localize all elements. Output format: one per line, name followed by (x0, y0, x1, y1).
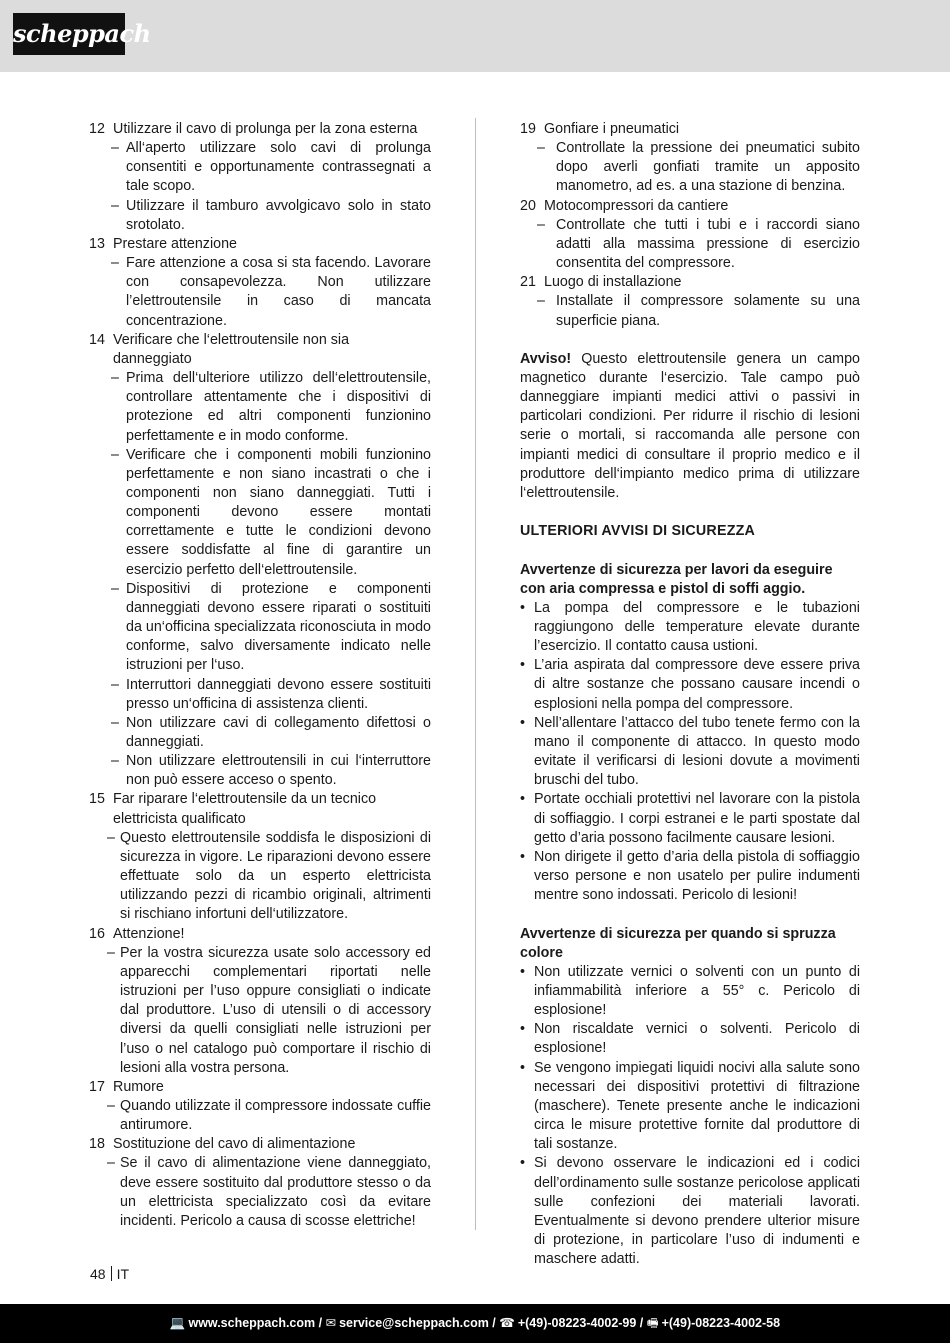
fax-icon: 🖷 (646, 1316, 659, 1330)
scheppach-logo: scheppach (13, 13, 125, 55)
bullet-item: • Non dirigete il getto d’aria della pistola di soffiaggio verso persone e non usatelo per pulire indumenti mentre sono indossati. Pericolo di lesioni! (520, 848, 860, 904)
list-subitem: – Fare attenzione a cosa si sta facendo. Lavorare con consapevolezza. Non utilizzare l’elettroutensile in caso di mancata concentrazione. (111, 255, 431, 329)
footer-bar (0, 1304, 950, 1343)
list-subitem: – Verificare che i componenti mobili funzionino perfettamente e non siano incastrati o che i componenti non siano danneggiati. Tutti i componenti devono essere montati correttamente e tutte le condizioni devono essere soddisfatte al fine di garantire un esercizio perfetto dell‘elettroutensile. (111, 446, 431, 578)
list-subitem: – Interruttori danneggiati devono essere sostituiti presso un‘officina di assistenza clienti. (111, 676, 431, 712)
right-column (520, 120, 860, 1269)
page-number: 48 IT (90, 1266, 130, 1282)
bullet-item: • Nell’allentare l’attacco del tubo tenete fermo con la mano il componente di attacco. In questo modo evitate il verificarsi di lesioni dovute a movimenti bruschi del tubo. (520, 714, 860, 789)
list-item-16: 16 Attenzione! (89, 925, 185, 942)
list-item-15: 15 Far riparare l‘elettroutensile da un tecnico elettricista qualificato (89, 791, 377, 827)
list-item-20: 20 Motocompressori da cantiere (520, 197, 729, 214)
column-divider (475, 118, 476, 1230)
list-item-17: 17 Rumore (89, 1078, 164, 1095)
list-subitem: – Se il cavo di alimentazione viene danneggiato, deve essere sostituito dal produttore stesso o da un elettricista specializzato così da evitare incidenti. Pericolo a causa di scosse elettriche! (107, 1155, 431, 1229)
footer-website[interactable]: www.scheppach.com / (188, 1316, 323, 1330)
list-subitem: – Utilizzare il tamburo avvolgicavo solo in stato srotolato. (111, 197, 431, 233)
list-subitem: – Installate il compressore solamente su una superficie piana. (537, 293, 860, 329)
list-subitem: – Non utilizzare elettroutensili in cui l‘interruttore non può essere acceso o spento. (111, 753, 431, 789)
bullet-item: • Portate occhiali protettivi nel lavorare con la pistola di soffiaggio. I corpi estranei e le parti spostate dal getto d’aria possono facilmente causare lesioni. (520, 791, 860, 846)
bullet-item: • L’aria aspirata dal compressore deve essere priva di altre sostanze che possano causare incendi o esplosioni nella pompa del compressore. (520, 657, 860, 712)
list-item-13: 13 Prestare attenzione (89, 235, 237, 252)
list-subitem: – All‘aperto utilizzare solo cavi di prolunga consentiti e opportunamente contrassegnati a tale scopo. (111, 140, 431, 195)
warning-paragraph (520, 350, 860, 503)
bullet-item: • Non riscaldate vernici o solventi. Pericolo di esplosione! (520, 1021, 860, 1057)
footer-fax: +(49)-08223-4002-58 (661, 1316, 781, 1330)
bullet-item: • Si devono osservare le indicazioni ed i codici dell’ordinamento sulle sostanze pericolose applicati sulle confezioni dei materiali lavorati. Eventualmente si devono prendere ulterior misure di protezione, in particolare l’uso di indumenti e maschere adatti. (520, 1155, 860, 1268)
warning-label: Avviso! (520, 350, 572, 367)
bullet-item: • Non utilizzate vernici o solventi con un punto di infiammabilità inferiore a 55° c. Pericolo di esplosione! (520, 963, 860, 1019)
subheading-spray-painting: Avvertenze di sicurezza per quando si spruzza colore (520, 925, 836, 961)
mail-icon: ✉ (325, 1316, 337, 1330)
footer-phone: +(49)-08223-4002-99 / (517, 1316, 644, 1330)
header-bar (0, 0, 950, 72)
section-heading: ULTERIORI AVVISI DI SICUREZZA (520, 523, 756, 540)
list-item-21: 21 Luogo di installazione (520, 274, 682, 291)
list-subitem: – Quando utilizzate il compressore indossate cuffie antirumore. (107, 1097, 431, 1134)
computer-icon: 💻 (169, 1316, 186, 1330)
list-subitem: – Questo elettroutensile soddisfa le disposizioni di sicurezza in vigore. Le riparazioni devono essere effettuate solo da un esperto elettricista utilizzando pezzi di ricambio originali, altrimenti si rischiano infortuni dell‘utilizzatore. (107, 829, 431, 923)
list-subitem: – Dispositivi di protezione e componenti danneggiati devono essere riparati o sostituiti da un‘officina specializzata riconosciuta in modo conforme, salvo diversamente indicato nelle istruzioni per l‘uso. (111, 580, 431, 674)
list-subitem: – Prima dell‘ulteriore utilizzo dell‘elettroutensile, controllare attentamente che i dispositivi di protezione ed altri componenti funzionino perfettamente e in modo conforme. (111, 370, 431, 444)
list-item-18: 18 Sostituzione del cavo di alimentazione (89, 1136, 356, 1153)
subheading-compressed-air: Avvertenze di sicurezza per lavori da eseguire con aria compressa e pistol di soffi aggio. (520, 561, 833, 597)
list-subitem: – Per la vostra sicurezza usate solo accessory ed apparecchi complementari riportati nelle istruzioni per l’uso oppure consigliati o indicate dal produttore. L’uso di utensili o di accessory diversi da quelli consigliati nelle istruzioni per l’uso o nel catalogo può comportare il rischio di lesioni alla vostra persona. (107, 944, 431, 1076)
footer-email[interactable]: service@scheppach.com / (339, 1316, 496, 1330)
list-subitem: – Controllate che tutti i tubi e i raccordi siano adatti alla massima pressione di esercizio consentita del compressore. (537, 216, 860, 272)
bullet-item: • Se vengono impiegati liquidi nocivi alla salute sono necessari dei dispositivi protettivi di filtrazione (maschere). Tenete presente anche le indicazioni circa le misure protettive fornite dal produttore di tali sostanze. (520, 1059, 860, 1153)
list-item-14: 14 Verificare che l‘elettroutensile non sia danneggiato (89, 331, 350, 367)
list-subitem: – Non utilizzare cavi di collegamento difettosi o danneggiati. (111, 714, 431, 750)
bullet-item: • La pompa del compressore e le tubazioni raggiungono delle temperature elevate durante l’esercizio. Il contatto causa ustioni. (520, 599, 860, 655)
list-subitem: – Controllate la pressione dei pneumatici subito dopo averli gonfiati tramite un apposito manometro, ad es. a una stazione di benzina. (537, 140, 860, 195)
left-column (89, 120, 431, 1231)
list-item-19: 19 Gonfiare i pneumatici (520, 121, 680, 137)
list-item-12: 12 Utilizzare il cavo di prolunga per la zona esterna (89, 121, 418, 137)
phone-icon: ☎ (499, 1316, 515, 1330)
warning-text: Questo elettroutensile genera un campo magnetico durante l‘esercizio. Tale campo può danneggiare impianti medici attivi o passivi in particolari condizioni. Per ridurre il rischio di lesioni serie o mortali, si raccomanda alle persone con impianti medici di consultare il proprio medico e il produttore dell‘impianto medico prima di utilizzare l‘elettroutensile. (520, 350, 860, 501)
